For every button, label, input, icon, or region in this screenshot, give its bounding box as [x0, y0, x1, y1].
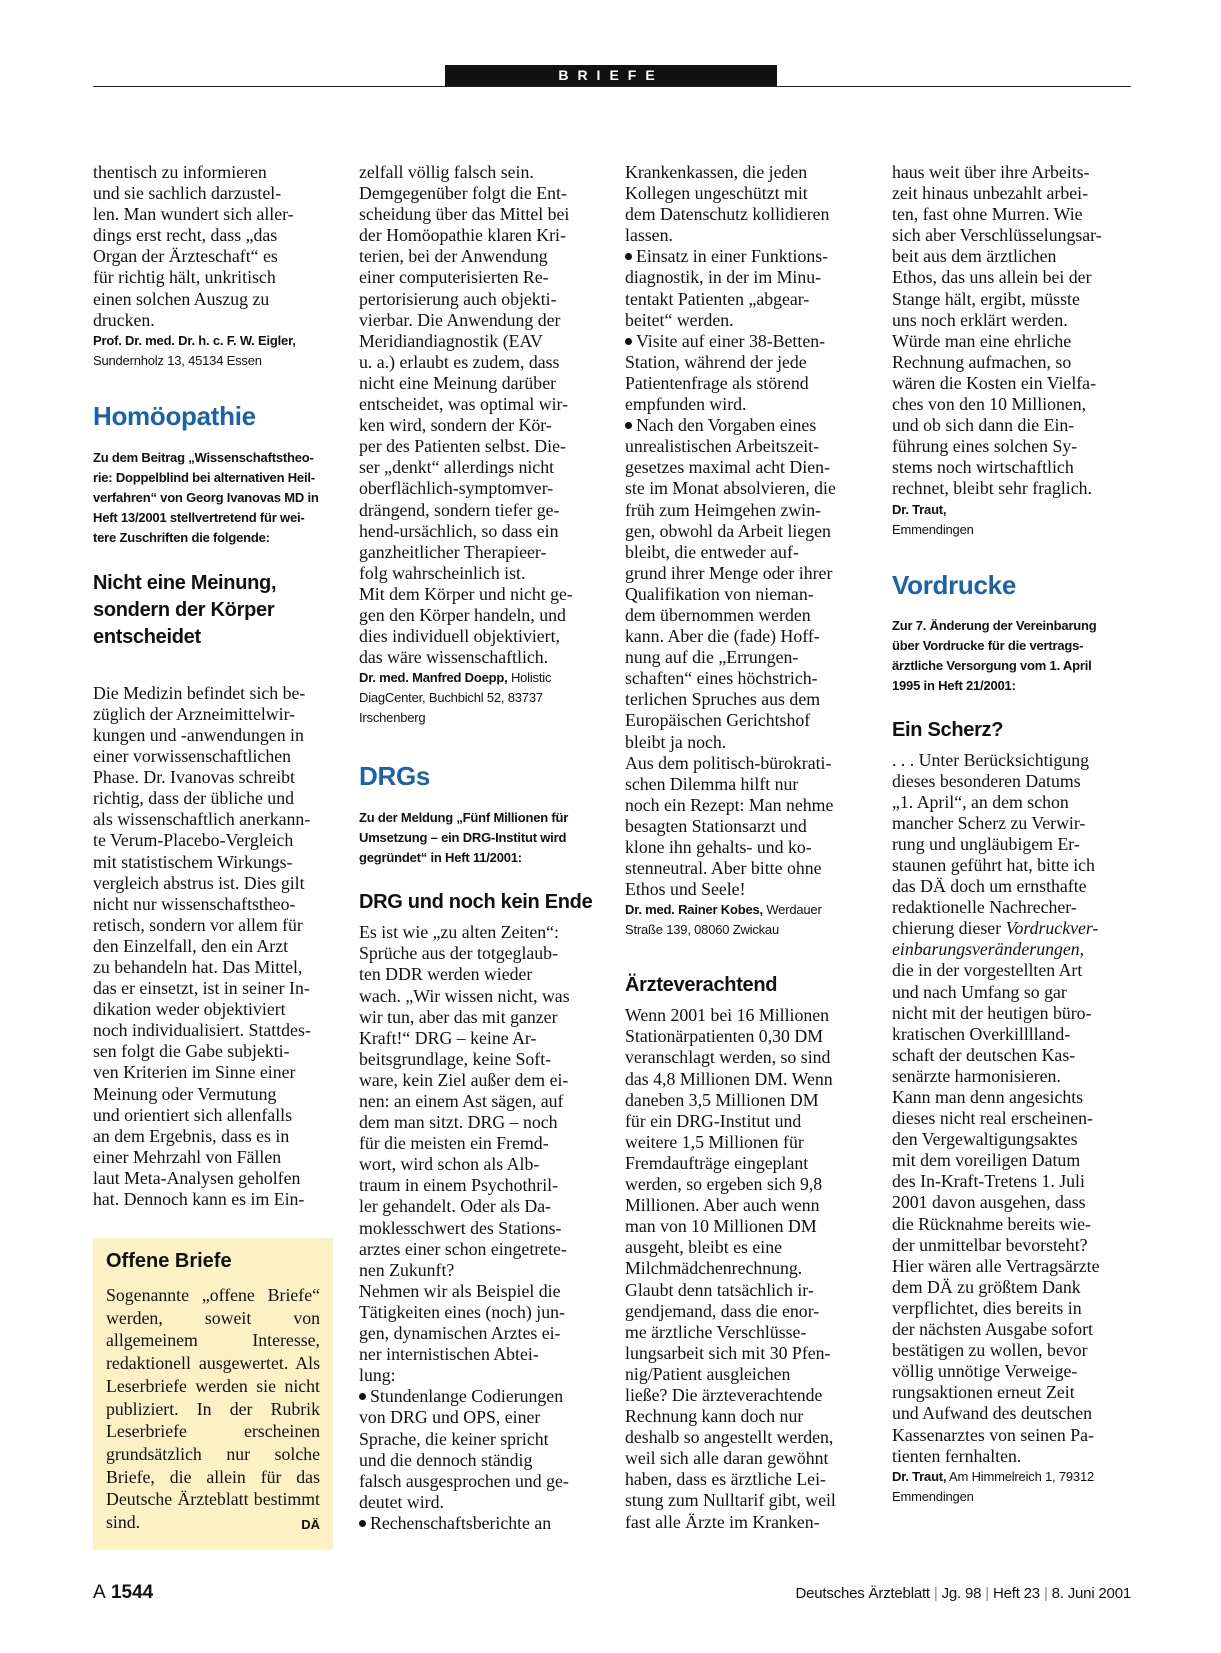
page-number-value: 1544 — [110, 1582, 154, 1603]
column-3 — [625, 162, 865, 1533]
bullet-list — [359, 1386, 599, 1534]
journal-volume: Jg. 98 — [941, 1585, 982, 1602]
letter-body: Wenn 2001 bei 16 Millionen Stationärpatienten 0,30 DM veranschlagt werden, so sind das 4,8 Millionen DM. Wenn daneben 3,5 Millionen DM für ein DRG-Institut und weitere 1,5 Millionen für Fremdaufträge eingeplant werden, so ergeben sich 9,8 Millionen. Aber auch wenn man von 10 Millionen DM ausgeht, bleibt es eine Milchmädchenrechnung. Glaubt denn tatsächlich ir- gendjemand, dass die enor- me ärztliche Verschlüsse- lungsarbeit sich mit 30 Pfen- nig/Patient ausgleichen ließe? Die ärzteverachtende Rechnung kann doch nur deshalb so angestellt werden, weil sich alle daran gewöhnt haben, dass es ärztliche Lei- stung zum Nulltarif gibt, weil fast alle Ärzte im Kranken- — [625, 1005, 836, 1532]
bullet-item: Rechenschaftsberichte an — [359, 1513, 599, 1534]
author-address-2: Emmendingen — [892, 1488, 974, 1504]
journal-info: Deutsches Ärzteblatt | Jg. 98 | Heft 23 | 8. Juni 2001 — [795, 1585, 1131, 1602]
bullet-dot-icon — [625, 253, 632, 260]
letter-body: Es ist wie „zu alten Zeiten“: Sprüche aus der totgeglaub- ten DDR werden wieder wach. „Wir wissen nicht, was wir tun, aber das mit ganzer Kraft!“ DRG – keine Ar- beitsgrundlage, keine Soft- ware, kein Ziel außer dem ei- nen: an einem Ast sägen, auf dem man sitzt. DRG – noch für die meisten ein Fremd- wort, wird schon als Alb- traum in einem Psychothril- ler gehandelt. Oder als Da- moklesschwert des Stations- arztes einer schon eingetrete- nen Zukunft? Nehmen wir als Beispiel die Tätigkeiten eines (noch) jun- gen, dynamischen Arztes ei- ner internistischen Abtei- lung: — [359, 922, 570, 1386]
info-box-body: Sogenannte „offene Briefe“ werden, soweit von allgemeinem Interesse, redaktionell ausgewertet. Als Leserbriefe werden sie nicht publiziert. In der Rubrik Leserbriefe erscheinen grundsätzlich nur solche Briefe, die allein für das Deutsche Ärzteblatt bestimmt sind. — [106, 1285, 320, 1533]
bullet-dot-icon — [625, 422, 632, 429]
letter-headline: Nicht eine Meinung, sondern der Körper entscheidet — [93, 571, 277, 648]
author-name: Dr. med. Manfred Doepp, — [359, 670, 508, 686]
article-intro: Zu der Meldung „Fünf Millionen für Umsetzung – ein DRG-Institut wird gegründet“ in Heft 11/2001: — [359, 810, 569, 866]
author-name: Prof. Dr. med. Dr. h. c. F. W. Eigler, — [93, 332, 296, 348]
author-name: Dr. Traut, — [892, 1468, 947, 1484]
info-box-title: Offene Briefe — [106, 1250, 232, 1272]
author-address: Sundernholz 13, 45134 Essen — [93, 352, 262, 368]
journal-name: Deutsches Ärzteblatt — [795, 1585, 930, 1602]
page-number — [93, 1582, 153, 1604]
info-box — [93, 1238, 333, 1550]
bullet-dot-icon — [625, 338, 632, 345]
article-intro: Zur 7. Änderung der Vereinbarung über Vordrucke für die vertrags- ärztliche Versorgung vom 1. April 1995 in Heft 21/2001: — [892, 617, 1097, 693]
bullet-item: Nach den Vorgaben eines unrealistischen Arbeitszeit- gesetzes maximal acht Dien- ste im Monat absolvieren, die früh zum Heimgehen zwin- gen, obwohl da Arbeit liegen bleibt, die entweder auf- grund ihrer Menge oder ihrer Qualifikation von nieman- dem übernommen werden kann. Aber die (fade) Hoff- nung auf die „Errungen- schaften“ eines höchstrich- terlichen Spruches aus dem Europäischen Gerichtshof bleibt ja noch. — [625, 415, 836, 752]
section-title: DRGs — [359, 761, 431, 792]
bullet-list — [625, 246, 865, 752]
author-name: Dr. med. Rainer Kobes, — [625, 902, 763, 918]
letter-body — [892, 750, 1134, 1467]
letter-text: Aus dem politisch-bürokrati- schen Dilemma hilft nur noch ein Rezept: Man nehme besagten Stationsarzt und klone ihn gehalts- und ko- stenneutral. Aber bitte ohne Ethos und Seele! — [625, 752, 834, 900]
emphasis: Vordruckver- einbarungsveränderungen, — [892, 918, 1099, 960]
author-address-2: Straße 139, 08060 Zwickau — [625, 922, 779, 938]
signature — [93, 331, 333, 371]
bullet-dot-icon — [359, 1393, 366, 1400]
letter-text: Krankenkassen, die jeden Kollegen ungeschützt mit dem Datenschutz kollidieren lassen. — [625, 162, 830, 246]
letter-text: haus weit über ihre Arbeits- zeit hinaus unbezahlt arbei- ten, fast ohne Murren. Wie sich aber Verschlüsselungsar- beit aus dem ärztlichen Ethos, das uns allein bei der Stange hält, ergibt, müsste uns noch erklärt werden. Würde man eine ehrliche Rechnung aufmachen, so wären die Kosten ein Vielfa- ches von den 10 Millionen, und ob sich dann die Ein- führung eines solchen Sy- stems noch wirtschaftlich rechnet, bleibt sehr fraglich. — [892, 162, 1102, 499]
letter-text: thentisch zu informieren und sie sachlich darzustel- len. Man wundert sich aller- dings erst recht, dass „das Organ der Ärzteschaft“ es für richtig hält, unkritisch einen solchen Auszug zu drucken. — [93, 162, 294, 330]
article-intro: Zu dem Beitrag „Wissenschaftstheo- rie: Doppelblind bei alternativen Heil- verfahren“ von Georg Ivanovas MD in Heft 13/2001 stellvertretend für wei- tere Zuschriften die folgende: — [93, 449, 319, 545]
section-title: Vordrucke — [892, 569, 1016, 600]
author-name: Dr. Traut, — [892, 501, 947, 517]
author-address: Emmendingen — [892, 521, 974, 537]
section-title: Homöopathie — [93, 400, 256, 431]
info-box-sign: DÄ — [301, 1517, 320, 1533]
column-4 — [892, 162, 1134, 1507]
body-part-a: . . . Unter Berücksichtigung dieses besonderen Datums „1. April“, an dem schon mancher Scherz zu Verwir- rung und ungläubigem Er- staunen geführt hat, bitte ich das DÄ doch um ernsthafte redaktionelle Nachrecher- chierung dieser — [892, 749, 1095, 939]
page-prefix: A — [93, 1582, 106, 1603]
section-header: BRIEFE — [445, 65, 777, 86]
bullet-dot-icon — [359, 1520, 366, 1527]
signature — [892, 500, 1134, 540]
column-1 — [93, 162, 333, 1210]
author-affiliation: Holistic — [507, 670, 552, 686]
journal-issue: Heft 23 — [992, 1585, 1040, 1602]
author-address: Am Himmelreich 1, 79312 — [946, 1468, 1095, 1484]
body-part-b: die in der vorgestellten Art und nach Umfang so gar nicht mit der heutigen büro- kratischen Overkilllland- schaft der deutschen Kas- senärzte harmonisieren. Kann man denn angesichts dieses nicht real erscheinen- den Vergewaltigungsaktes mit dem voreiligen Datum des In-Kraft-Tretens 1. Juli 2001 davon ausgehen, dass die Rücknahme bereits wie- der unmittelbar bevorsteht? Hier wären alle Vertragsärzte dem DÄ zu größtem Dank verpflichtet, dies bereits in der nächsten Ausgabe sofort bestätigen zu wollen, bevor völlig unnötige Verweige- rungsaktionen erneut Zeit und Aufwand des deutschen Kassenarztes von seinen Pa- tienten fernhalten. — [892, 960, 1100, 1466]
header-rule — [93, 86, 1131, 87]
column-2 — [359, 162, 599, 1534]
author-address: DiagCenter, Buchbichl 52, 83737 Irschenberg — [359, 690, 543, 726]
signature — [625, 900, 865, 940]
letter-body: Die Medizin befindet sich be- züglich der Arzneimittelwir- kungen und -anwendungen in einer vorwissenschaftlichen Phase. Dr. Ivanovas schreibt richtig, dass der übliche und als wissenschaftlich anerkann- te Verum-Placebo-Vergleich mit statistischem Wirkungs- vergleich abstrus ist. Dies gilt nicht nur wissenschaftstheo- retisch, sondern vor allem für den Einzelfall, den ein Arzt zu behandeln hat. Das Mittel, das er einsetzt, ist in seiner In- dikation weder objektiviert noch individualisiert. Stattdes- sen folgt die Gabe subjekti- ven Kriterien im Sinne einer Meinung oder Vermutung und orientiert sich allenfalls an dem Ergebnis, dass es in einer Mehrzahl von Fällen laut Meta-Analysen geholfen hat. Dennoch kann es im Ein- — [93, 682, 311, 1209]
journal-date: 8. Juni 2001 — [1051, 1585, 1131, 1602]
signature — [359, 668, 599, 728]
signature — [892, 1467, 1134, 1507]
info-box-text — [106, 1284, 320, 1534]
letter-text: zelfall völlig falsch sein. Demgegenüber folgt die Ent- scheidung über das Mittel bei der Homöopathie klaren Kri- terien, bei der Anwendung einer computerisierten Re- pertorisierung auch objekti- vierbar. Die Anwendung der Meridiandiagnostik (EAV u. a.) erlaubt es zudem, dass nicht eine Meinung darüber entscheidet, was optimal wir- ken wird, sondern der Kör- per des Patienten selbst. Die- ser „denkt“ allerdings nicht oberflächlich-symptomver- drängend, sondern tiefer ge- hend-ursächlich, so dass ein ganzheitlicher Therapieer- folg wahrscheinlich ist. Mit dem Körper und nicht ge- gen den Körper handeln, und dies individuell objektiviert, das wäre wissenschaftlich. — [359, 162, 573, 668]
letter-headline: Ein Scherz? — [892, 718, 1004, 741]
bullet-item: Stundenlange Codierungen von DRG und OPS, einer Sprache, die keiner spricht und die dennoch ständig falsch ausgesprochen und ge- deutet wird. — [359, 1386, 569, 1512]
author-address: Werdauer — [762, 902, 822, 918]
bullet-item: Einsatz in einer Funktions- diagnostik, in der im Minu- tentakt Patienten „abgear- beitet“ werden. — [625, 246, 829, 330]
letter-headline: DRG und noch kein Ende — [359, 891, 593, 914]
letter-headline: Ärzteverachtend — [625, 974, 778, 997]
bullet-item: Visite auf einer 38-Betten- Station, während der jede Patientenfrage als störend empfunden wird. — [625, 330, 826, 415]
